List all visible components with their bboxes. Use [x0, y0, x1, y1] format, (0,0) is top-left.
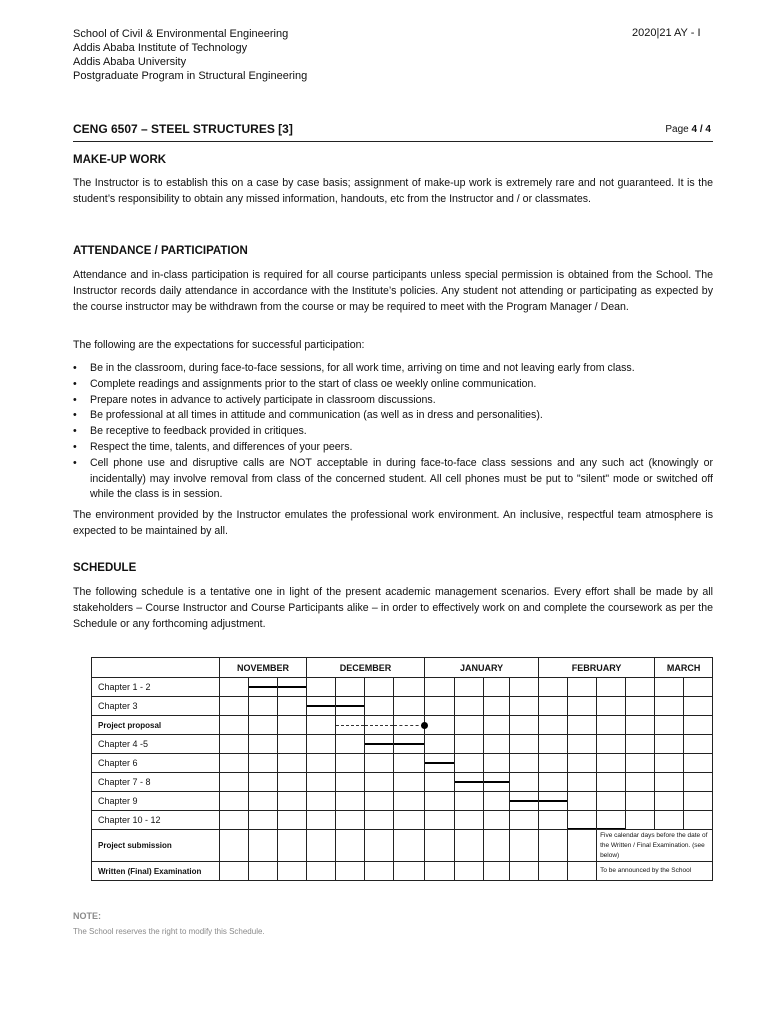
row-label: Chapter 7 - 8: [92, 773, 220, 792]
gantt-bar: [484, 773, 510, 792]
table-row: [92, 735, 713, 754]
table-row: [92, 773, 713, 792]
expectations-intro: The following are the expectations for successful participation:: [73, 339, 365, 351]
list-item: • Prepare notes in advance to actively participate in classroom discussions.: [73, 393, 713, 409]
list-item: • Complete readings and assignments prior to the start of class oe weekly online communication.: [73, 377, 713, 393]
row-label: Project proposal: [92, 716, 220, 735]
row-label: Chapter 3: [92, 697, 220, 716]
list-item: • Cell phone use and disruptive calls are NOT acceptable in during face-to-face class sessions and any such act (knowingly or incidentally) may involve removal from class of the concerned student. All cell phones must be put to "silent" mode or switched off while the class is in session.: [73, 456, 713, 503]
corner-cell: [92, 658, 220, 678]
exam-note: To be announced by the School: [597, 862, 713, 881]
table-row: [92, 862, 713, 881]
gantt-dashed: [365, 716, 394, 735]
month-december: DECEMBER: [307, 658, 425, 678]
attendance-text: Attendance and in-class participation is required for all course participants unless special permission is obtained from the School. The Instructor records daily attendance in accordance with the Institute’s policies. Any student not attending or participating as expected by the course instructor may be withdrawn from the course or may be required to meet with the Program Manager / Dean.: [73, 269, 713, 313]
gantt-bar: [307, 697, 336, 716]
gantt-dashed-end: [394, 716, 425, 735]
gantt-bar: [510, 792, 539, 811]
gantt-bar: [597, 811, 626, 830]
schedule-heading: SCHEDULE: [73, 562, 137, 574]
month-february: FEBRUARY: [539, 658, 655, 678]
makeup-heading: MAKE-UP WORK: [73, 154, 167, 166]
university-name: Addis Ababa University: [73, 56, 187, 68]
note-title: NOTE:: [73, 911, 101, 921]
gantt-bar: [278, 678, 307, 697]
gantt-bar: [539, 792, 568, 811]
row-label: Chapter 10 - 12: [92, 811, 220, 830]
table-row: [92, 678, 713, 697]
row-label: Chapter 4 -5: [92, 735, 220, 754]
month-january: JANUARY: [425, 658, 539, 678]
month-march: MARCH: [655, 658, 713, 678]
gantt-bar: [455, 773, 484, 792]
course-title: CENG 6507 – STEEL STRUCTURES [3]: [73, 122, 293, 136]
gantt-bar: [249, 678, 278, 697]
academic-year: 2020|21 AY - I: [632, 27, 701, 39]
gantt-dashed: [336, 716, 365, 735]
page-number: [665, 124, 711, 135]
list-item: • Be in the classroom, during face-to-face sessions, for all work time, arriving on time and not leaving early from class.: [73, 361, 713, 377]
row-label: Chapter 6: [92, 754, 220, 773]
milestone-dot: [421, 722, 428, 729]
table-row: [92, 716, 713, 735]
list-item: • Be receptive to feedback provided in critiques.: [73, 424, 713, 440]
table-row: [92, 792, 713, 811]
page-count: 4 / 4: [691, 124, 711, 135]
gantt-bar: [568, 811, 597, 830]
program-name: Postgraduate Program in Structural Engineering: [73, 70, 308, 82]
environment-text: The environment provided by the Instructor emulates the professional work environment. An inclusive, respectful team atmosphere is expected to be maintained by all.: [73, 509, 713, 537]
course-title-bar: [73, 121, 713, 142]
schedule-text: The following schedule is a tentative one in light of the present academic management scenarios. Every effort shall be made by all stakeholders – Course Instructor and Course Participants alike – in order to effectively work on and complete the coursework as per the Schedule or any forthcoming adjustment.: [73, 586, 713, 630]
submission-note: Five calendar days before the date of the Written / Final Examination. (see below): [597, 830, 713, 862]
expectations-list: [73, 361, 713, 503]
school-name: School of Civil & Environmental Engineering: [73, 28, 289, 40]
note-text: The School reserves the right to modify this Schedule.: [73, 927, 265, 936]
schedule-table: [91, 657, 713, 881]
table-row: [92, 830, 713, 862]
gantt-bar: [365, 735, 394, 754]
gantt-bar: [425, 754, 455, 773]
row-label: Chapter 1 - 2: [92, 678, 220, 697]
month-header-row: [92, 658, 713, 678]
table-row: [92, 811, 713, 830]
month-november: NOVEMBER: [220, 658, 307, 678]
page-prefix: Page: [665, 124, 692, 135]
gantt-bar: [336, 697, 365, 716]
table-row: [92, 697, 713, 716]
gantt-bar: [394, 735, 425, 754]
row-label: Project submission: [92, 830, 220, 862]
list-item: • Respect the time, talents, and differences of your peers.: [73, 440, 713, 456]
attendance-heading: ATTENDANCE / PARTICIPATION: [73, 245, 248, 257]
row-label: Written (Final) Examination: [92, 862, 220, 881]
makeup-text: The Instructor is to establish this on a case by case basis; assignment of make-up work is extremely rare and not guaranteed. It is the student’s responsibility to obtain any missed information, handouts, etc from the Instructor and / or classmates.: [73, 177, 713, 205]
institute-name: Addis Ababa Institute of Technology: [73, 42, 248, 54]
institution-header: [73, 27, 307, 83]
row-label: Chapter 9: [92, 792, 220, 811]
table-row: [92, 754, 713, 773]
list-item: • Be professional at all times in attitude and communication (as well as in dress and personalities).: [73, 408, 713, 424]
